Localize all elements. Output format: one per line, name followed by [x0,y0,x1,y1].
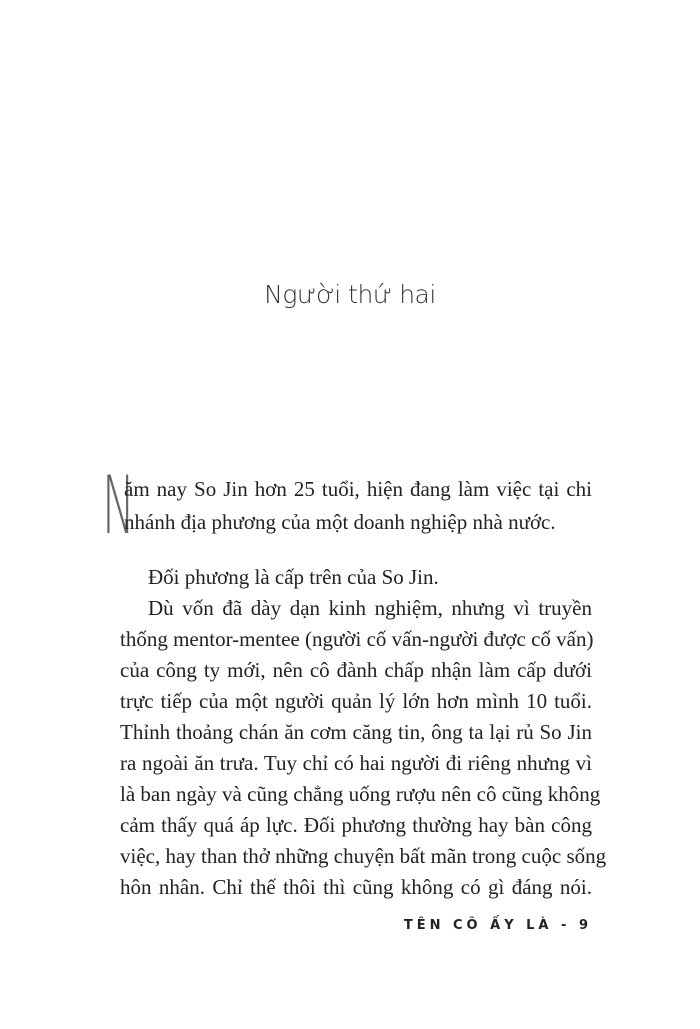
drop-cap: N [102,459,135,552]
paragraph-line: thống mentor-mentee (người cố vấn-người được cố vấn) [120,627,594,651]
chapter-title: Người thứ hai [264,280,436,309]
paragraph-line: hôn nhân. Chỉ thế thôi thì cũng không có gì đáng nói. [120,875,592,899]
paragraph-line: cảm thấy quá áp lực. Đối phương thường hay bàn công [120,813,592,837]
running-footer [404,918,592,933]
paragraph-line: ra ngoài ăn trưa. Tuy chỉ có hai người đi riêng nhưng vì [120,751,592,775]
paragraph-line: của công ty mới, nên cô đành chấp nhận làm cấp dưới [120,658,592,682]
footer-separator: - [561,918,571,933]
paragraph-line: Đối phương là cấp trên của So Jin. [148,565,439,589]
paragraph-line: Thỉnh thoảng chán ăn cơm căng tin, ông ta lại rủ So Jin [120,720,592,744]
paragraph-line: nhánh địa phương của một doanh nghiệp nhà nước. [124,510,556,534]
paragraph-line: Dù vốn đã dày dạn kinh nghiệm, nhưng vì truyền [148,596,592,620]
paragraph-line: là ban ngày và cũng chẳng uống rượu nên cô cũng không [120,782,601,806]
paragraph-line: trực tiếp của một người quản lý lớn hơn mình 10 tuổi. [120,689,592,713]
book-title: TÊN CÔ ẤY LÀ [403,918,553,933]
paragraph-line: việc, hay than thở những chuyện bất mãn trong cuộc sống [120,844,607,868]
paragraph-line: ăm nay So Jin hơn 25 tuổi, hiện đang làm việc tại chi [124,477,592,501]
page-number: 9 [578,918,592,933]
